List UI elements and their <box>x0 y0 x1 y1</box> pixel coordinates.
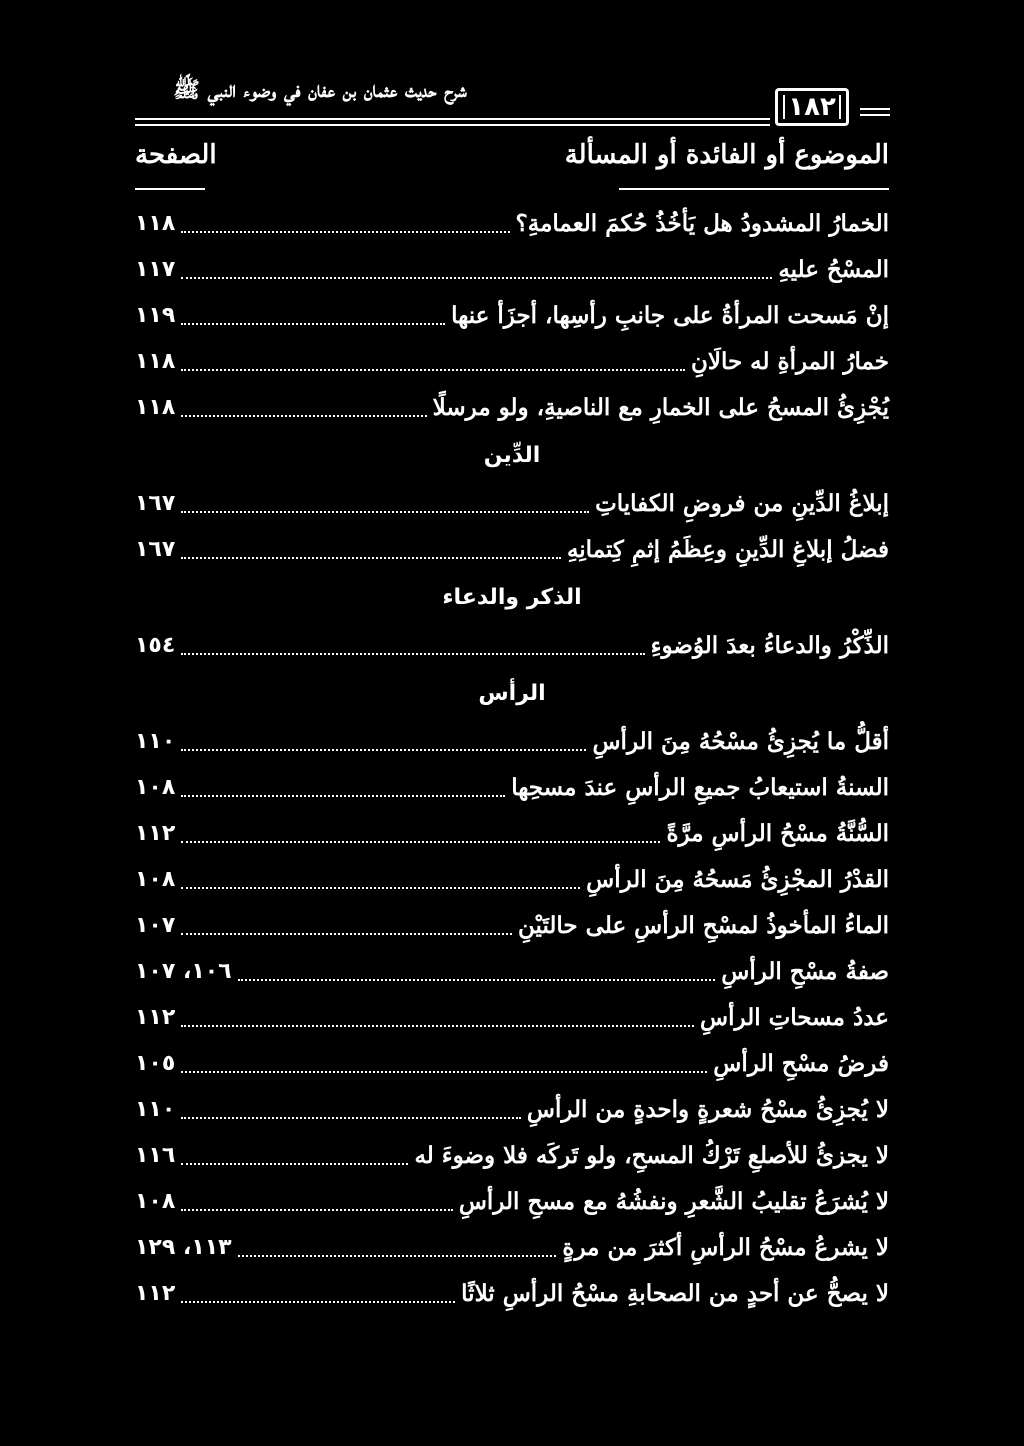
dot-leader <box>181 1024 694 1027</box>
dot-leader <box>181 886 580 889</box>
entry-title: السنةُ استيعابُ جميعِ الرأسِ عندَ مسحِها <box>511 773 889 801</box>
entry-title: الماءُ المأخوذُ لمسْحِ الرأسِ على حالتَيْنِ <box>518 911 889 939</box>
header-rule <box>860 108 890 110</box>
entry-pages: ١١٠ <box>135 1096 176 1122</box>
entry-pages: ١٥٤ <box>135 632 176 658</box>
entry-pages: ١٠٨ <box>135 1188 176 1214</box>
entry-pages: ١١٨ <box>135 394 176 420</box>
dot-leader <box>238 1254 557 1257</box>
entry-title: صفةُ مسْحِ الرأسِ <box>721 957 889 985</box>
index-entry <box>135 856 889 902</box>
entry-pages: ١١٦ <box>135 1142 176 1168</box>
dot-leader <box>181 322 445 325</box>
entry-title: لا يجزئُ للأصلعِ تَرْكُ المسحِ، ولو تَركَه فلا وضوءَ له <box>414 1141 889 1169</box>
column-heading-topic: الموضوع أو الفائدة أو المسألة <box>564 140 889 170</box>
dot-leader <box>181 794 505 797</box>
section-heading: الذكر والدعاء <box>442 584 582 610</box>
entry-pages: ١١٢ <box>135 820 176 846</box>
dot-leader <box>181 368 685 371</box>
index-entry <box>135 1086 889 1132</box>
dot-leader <box>181 276 772 279</box>
index-entry <box>135 1178 889 1224</box>
index-entry <box>135 246 889 292</box>
index-entry <box>135 526 889 572</box>
dot-leader <box>181 1208 453 1211</box>
index-entry <box>135 384 889 430</box>
entry-title: فرضُ مسْحِ الرأسِ <box>713 1049 889 1077</box>
dot-leader <box>238 978 716 981</box>
index-entry <box>135 292 889 338</box>
index-entry <box>135 622 889 668</box>
entry-pages: ١١٠ <box>135 728 176 754</box>
index-entry <box>135 764 889 810</box>
column-heading-underline <box>135 188 205 190</box>
index-entry <box>135 718 889 764</box>
index-entry <box>135 1224 889 1270</box>
index-entry <box>135 200 889 246</box>
index-entry <box>135 338 889 384</box>
entry-title: الخمارُ المشدودُ هل يَأخُذُ حُكمَ العمامةِ؟ <box>515 209 889 237</box>
entry-title: إبلاغُ الدِّينِ من فروضِ الكفاياتِ <box>595 489 889 517</box>
entry-pages: ١١٧ <box>135 256 176 282</box>
entry-pages: ١١٩ <box>135 302 176 328</box>
dot-leader <box>181 1116 521 1119</box>
entry-pages: ١٠٨ <box>135 774 176 800</box>
entry-pages: ١٠٥ <box>135 1050 176 1076</box>
dot-leader <box>181 652 644 655</box>
column-heading-page: الصفحة <box>135 140 217 170</box>
index-entry <box>135 948 889 994</box>
index-entry <box>135 902 889 948</box>
index-entry <box>135 810 889 856</box>
entry-title: إنْ مَسحت المرأةُ على جانبِ رأسِها، أجزَأ عنها <box>451 301 889 329</box>
section-heading: الرأس <box>478 680 546 706</box>
index-entry <box>135 1270 889 1316</box>
running-header-title: شرح حديث عثمان بن عفان في وضوء النبي ﷺ <box>173 77 467 103</box>
entry-title: الذِّكْرُ والدعاءُ بعدَ الوُضوءِ <box>650 631 889 659</box>
dot-leader <box>181 556 561 559</box>
entry-pages: ١٦٧ <box>135 490 176 516</box>
index-entry <box>135 1132 889 1178</box>
index-entry <box>135 1040 889 1086</box>
index-entry <box>135 480 889 526</box>
entry-pages: ١١٢ <box>135 1280 176 1306</box>
entry-pages: ١٠٦، ١٠٧ <box>135 958 232 984</box>
entry-title: المسْحُ عليهِ <box>778 255 889 283</box>
entry-title: لا يشرعُ مسْحُ الرأسِ أكثرَ من مرةٍ <box>562 1233 889 1261</box>
entry-title: أقلُّ ما يُجزِئُ مسْحُهُ مِنَ الرأسِ <box>592 727 889 755</box>
dot-leader <box>181 510 589 513</box>
entry-pages: ١١٢ <box>135 1004 176 1030</box>
entry-pages: ١١٨ <box>135 348 176 374</box>
entry-title: السُّنَّةُ مسْحُ الرأسِ مرَّةً <box>666 819 889 847</box>
entry-pages: ١٠٧ <box>135 912 176 938</box>
entry-title: خمارُ المرأةِ له حالَانِ <box>690 347 889 375</box>
entry-pages: ١٦٧ <box>135 536 176 562</box>
dot-leader <box>181 414 426 417</box>
dot-leader <box>181 840 660 843</box>
dot-leader <box>181 932 512 935</box>
entry-title: القدْرُ المجْزِئُ مَسحُهُ مِنَ الرأسِ <box>586 865 889 893</box>
header-rule <box>860 114 890 116</box>
dot-leader <box>181 1300 455 1303</box>
page-number: ١٨٢ <box>775 88 849 126</box>
header-rule <box>135 124 770 126</box>
dot-leader <box>181 748 586 751</box>
header-rule <box>135 118 770 120</box>
entry-pages: ١١٣، ١٢٩ <box>135 1234 232 1260</box>
entry-title: عددُ مسحاتِ الرأسِ <box>700 1003 889 1031</box>
entry-pages: ١١٨ <box>135 210 176 236</box>
index-list <box>135 200 889 1316</box>
entry-pages: ١٠٨ <box>135 866 176 892</box>
section-heading: الدِّين <box>483 442 541 468</box>
dot-leader <box>181 230 509 233</box>
entry-title: لا يُشرَعُ تقليبُ الشَّعرِ ونفشُهُ مع مسحِ الرأسِ <box>458 1187 889 1215</box>
index-entry <box>135 994 889 1040</box>
column-heading-underline <box>619 188 889 190</box>
entry-title: يُجْزِئُ المسحُ على الخمارِ مع الناصيةِ، ولو مرسلًا <box>432 393 889 421</box>
entry-title: لا يُجزِئُ مسْحُ شعرةٍ واحدةٍ من الرأسِ <box>526 1095 889 1123</box>
entry-title: لا يصحُّ عن أحدٍ من الصحابةِ مسْحُ الرأسِ ثلاثًا <box>461 1279 889 1307</box>
entry-title: فضلُ إبلاغِ الدِّينِ وعِظَمُ إثمِ كِتمانِهِ <box>566 535 889 563</box>
dot-leader <box>181 1162 408 1165</box>
dot-leader <box>181 1070 707 1073</box>
